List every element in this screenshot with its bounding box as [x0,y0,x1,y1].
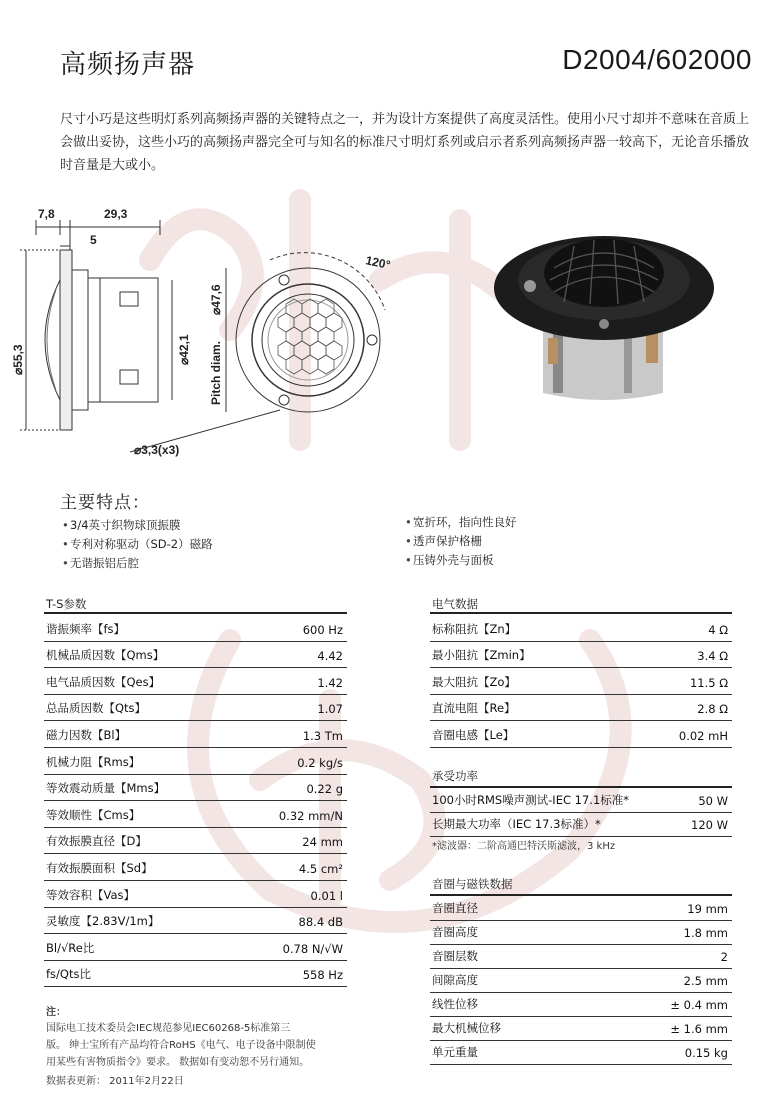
row-value: 600 Hz [302,622,343,637]
table-row [44,614,347,642]
table-row [430,920,732,945]
notes-label: 注： [46,1007,66,1018]
power-footnote: *滤波器：二阶高通巴特沃斯滤波，3 kHz [432,841,616,852]
table-row [430,944,732,969]
model-number: D2004/602000 [562,44,752,75]
row-label: 最大阻抗【Zo】 [432,674,516,689]
feature-item: •透声保护格栅 [405,534,482,548]
table-row [430,614,732,642]
table-row [44,960,347,988]
row-value: ± 1.6 mm [670,1022,728,1036]
table-row [430,641,732,669]
notes-line: 版。 绅士宝所有产品均符合RoHS《电气、电子设备中限制使 [46,1040,316,1051]
row-value: 2 [720,950,728,964]
dim-holes: ⌀3,3(x3) [134,443,180,457]
row-label: 有效振膜直径【D】 [46,834,147,849]
table-row [430,1040,732,1065]
feature-item: •专利对称驱动（SD-2）磁路 [62,537,213,551]
row-label: 长期最大功率（IEC 17.3标准）* [432,817,601,831]
feature-item: •无谐振铝后腔 [62,556,139,570]
table-row [430,1016,732,1041]
row-label: 灵敏度【2.83V/1m】 [46,914,160,929]
row-value: 0.15 kg [684,1046,728,1060]
table-row [430,788,732,813]
table-row [44,907,347,935]
page-title: 高频扬声器 [60,50,196,80]
row-label: 等效顺性【Cms】 [46,807,141,822]
row-value: ± 0.4 mm [670,998,728,1012]
ts-heading: T-S参数 [46,597,87,611]
table-row [44,694,347,722]
row-label: fs/Qts比 [46,967,91,982]
row-value: 1.07 [317,702,343,717]
row-label: 直流电阻【Re】 [432,701,516,716]
dim-42-1: ⌀42,1 [177,334,191,365]
table-row [44,667,347,695]
table-row [430,896,732,921]
row-label: 等效震动质量【Mms】 [46,781,166,796]
feature-item: •3/4英寸织物球顶振膜 [62,518,181,532]
row-label: Bl/√Re比 [46,940,95,955]
row-label: 最大机械位移 [432,1021,501,1035]
row-value: 50 W [698,794,728,808]
dim-5: 5 [90,233,97,247]
table-row [44,747,347,775]
row-label: 机械力阻【Rms】 [46,754,141,769]
row-value: 1.42 [317,675,343,690]
row-value: 0.02 mH [678,728,728,743]
electrical-heading: 电气数据 [432,597,478,611]
row-value: 4.5 cm² [298,861,343,876]
tweeter-photo [488,218,720,408]
row-label: 电气品质因数【Qes】 [46,674,161,689]
row-value: 0.01 l [310,888,343,903]
dim-pitch-label: Pitch diam. [209,340,223,405]
row-value: 11.5 Ω [689,675,728,690]
table-row [44,853,347,881]
row-value: 4 Ω [708,622,728,637]
table-row [44,774,347,802]
row-label: 音圈层数 [432,949,478,963]
table-row [44,720,347,748]
row-label: 线性位移 [432,997,478,1011]
row-value: 2.8 Ω [697,702,728,717]
table-row [430,720,732,748]
row-value: 558 Hz [302,968,343,983]
row-label: 谐振频率【fs】 [46,621,126,636]
table-row [430,667,732,695]
row-value: 19 mm [687,902,728,916]
row-label: 等效容积【Vas】 [46,887,136,902]
row-label: 100小时RMS噪声测试-IEC 17.1标准* [432,793,630,807]
row-label: 音圈直径 [432,901,478,915]
table-row [44,827,347,855]
row-label: 音圈高度 [432,925,478,939]
notes-line: 国际电工技术委员会IEC规范参见IEC60268-5标准第三 [46,1023,291,1034]
notes-line: 用某些有害物质指令》要求。 数据如有变动恕不另行通知。 [46,1057,310,1068]
row-value: 2.5 mm [683,974,728,988]
row-label: 有效振膜面积【Sd】 [46,860,153,875]
row-label: 间隙高度 [432,973,478,987]
coil-heading: 音圈与磁铁数据 [432,877,513,891]
table-row [430,968,732,993]
row-label: 总品质因数【Qts】 [46,701,147,716]
row-value: 24 mm [302,835,343,850]
technical-drawing [0,200,420,470]
feature-item: •宽折环，指向性良好 [405,515,517,529]
row-value: 4.42 [317,649,343,664]
row-value: 1.3 Tm [302,728,343,743]
dim-7-8: 7,8 [38,207,55,221]
dim-angle: 120° [364,253,392,273]
row-value: 0.32 mm/N [278,808,343,823]
row-label: 机械品质因数【Qms】 [46,648,165,663]
dim-29-3: 29,3 [104,207,128,221]
row-value: 0.2 kg/s [297,755,343,770]
row-value: 3.4 Ω [697,649,728,664]
row-label: 磁力因数【Bl】 [46,727,127,742]
intro-paragraph: 尺寸小巧是这些明灯系列高频扬声器的关键特点之一，并为设计方案提供了高度灵活性。使用小尺寸却并不意味在音质上会做出妥协，这些小巧的高频扬声器完全可与知名的标准尺寸明灯系列或启示者系列高频扬声器一较高下，无论音乐播放时音量是大或小。 [60,112,750,173]
table-row [44,800,347,828]
table-row [430,812,732,837]
row-value: 0.22 g [306,782,343,797]
feature-item: •压铸外壳与面板 [405,553,494,567]
row-label: 音圈电感【Le】 [432,727,515,742]
row-label: 标称阻抗【Zn】 [432,621,517,636]
row-label: 单元重量 [432,1045,478,1059]
table-row [44,641,347,669]
row-value: 88.4 dB [298,915,343,930]
dim-47-6: ⌀47,6 [209,284,223,315]
row-value: 120 W [691,818,728,832]
row-label: 最小阻抗【Zmin】 [432,648,531,663]
row-value: 0.78 N/√W [282,941,343,956]
table-row [44,880,347,908]
dim-55-3: ⌀55,3 [11,344,25,375]
features-heading: 主要特点： [60,493,150,513]
table-row [44,933,347,961]
power-heading: 承受功率 [432,769,478,783]
table-row [430,992,732,1017]
table-row [430,694,732,722]
row-value: 1.8 mm [683,926,728,940]
update-date: 数据表更新： 2011年2月22日 [46,1076,184,1087]
